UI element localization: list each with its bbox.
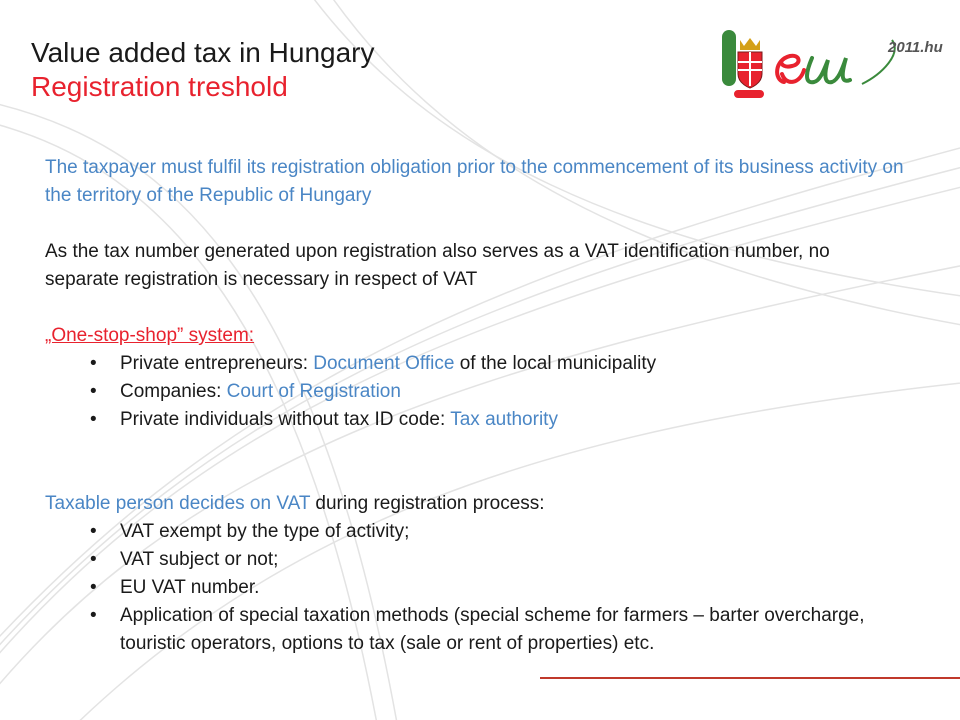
bullet-icon: • bbox=[90, 605, 97, 626]
paragraph-registration-obligation: The taxpayer must fulfil its registration obligation prior to the commencement of its business activity on the territory of the Republic of Hungary bbox=[45, 157, 904, 206]
one-stop-shop-list bbox=[45, 350, 905, 434]
taxable-person-heading: Taxable person decides on VAT during registration process: bbox=[45, 493, 545, 514]
bullet-icon: • bbox=[90, 521, 97, 542]
logo-text: 2011.hu bbox=[888, 39, 943, 56]
list-item: • VAT exempt by the type of activity; bbox=[45, 518, 905, 546]
title-subtitle: Registration treshold bbox=[31, 71, 288, 102]
list-item: • Application of special taxation methods (special scheme for farmers – barter overcharge, touristic operators, options to tax (sale or rent of properties) etc. bbox=[45, 602, 905, 658]
highlight-text: Court of Registration bbox=[226, 381, 401, 402]
list-item: • Private entrepreneurs: Document Office of the local municipality bbox=[45, 350, 905, 378]
highlight-text: Document Office bbox=[313, 353, 455, 374]
list-item: • Companies: Court of Registration bbox=[45, 378, 905, 406]
eu-presidency-logo bbox=[712, 12, 952, 120]
footer-divider bbox=[540, 677, 960, 679]
bullet-icon: • bbox=[90, 353, 97, 374]
coat-of-arms-icon bbox=[722, 30, 764, 98]
list-item: • EU VAT number. bbox=[45, 574, 905, 602]
highlight-text: Tax authority bbox=[450, 409, 558, 430]
taxable-person-list bbox=[45, 518, 905, 658]
paragraph-tax-number: As the tax number generated upon registration also serves as a VAT identification number, no separate registration is necessary in respect of VAT bbox=[45, 241, 830, 290]
bullet-icon: • bbox=[90, 549, 97, 570]
bullet-icon: • bbox=[90, 381, 97, 402]
slide-body bbox=[45, 154, 905, 658]
title-main: Value added tax in Hungary bbox=[31, 37, 375, 68]
slide-title bbox=[31, 36, 375, 104]
bullet-icon: • bbox=[90, 577, 97, 598]
bullet-icon: • bbox=[90, 409, 97, 430]
list-item: • VAT subject or not; bbox=[45, 546, 905, 574]
one-stop-shop-heading: „One-stop-shop” system: bbox=[45, 325, 255, 346]
list-item: • Private individuals without tax ID code: Tax authority bbox=[45, 406, 905, 434]
